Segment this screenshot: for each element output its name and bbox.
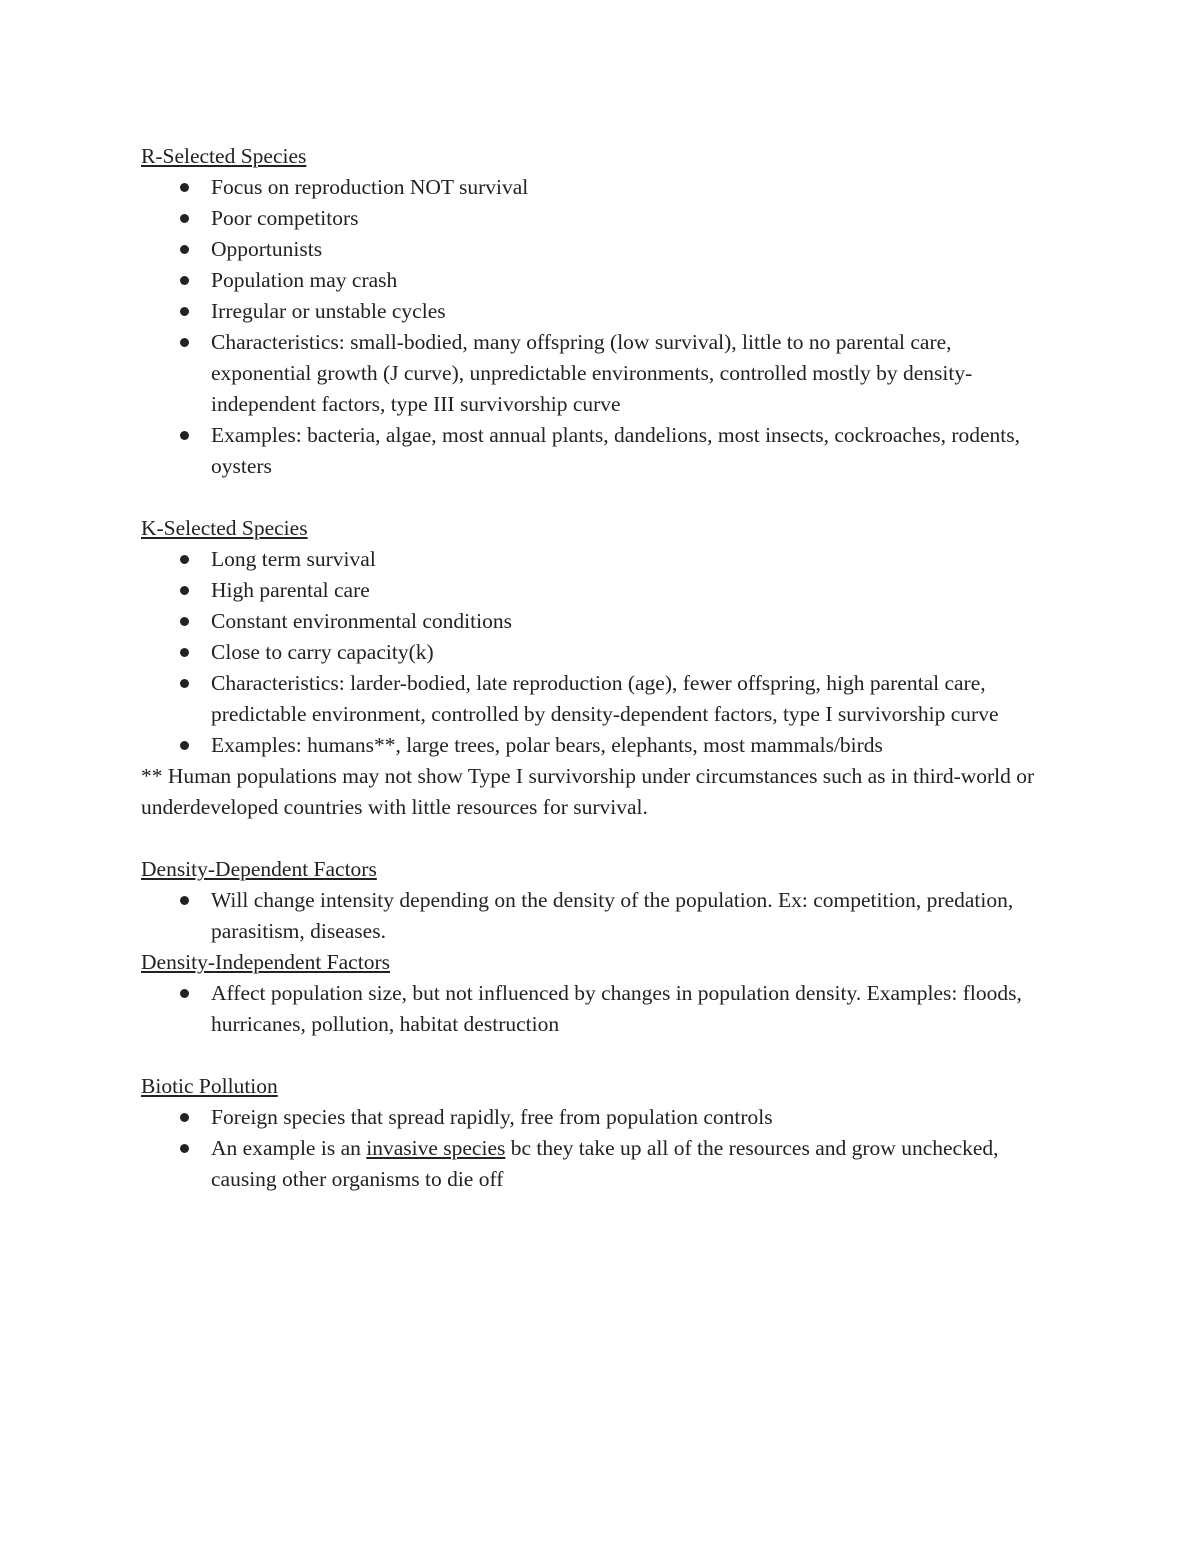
list-item bbox=[141, 265, 1041, 296]
section-title: Biotic Pollution bbox=[141, 1074, 278, 1098]
list-item bbox=[141, 885, 1041, 947]
list-item-text: Characteristics: small-bodied, many offspring (low survival), little to no parental care, exponential growth (J curve), unpredictable environments, controlled mostly by density-independent factors, type III survivorship curve bbox=[211, 330, 973, 416]
list-item-text: Irregular or unstable cycles bbox=[211, 299, 446, 323]
list-item bbox=[141, 668, 1041, 730]
list-item bbox=[141, 978, 1041, 1040]
bullet-icon bbox=[180, 431, 189, 440]
list-item bbox=[141, 637, 1041, 668]
bullet-icon bbox=[180, 896, 189, 905]
bullet-icon bbox=[180, 586, 189, 595]
list-item bbox=[141, 1102, 1041, 1133]
bullet-icon bbox=[180, 989, 189, 998]
list-item bbox=[141, 730, 1041, 761]
bullet-list bbox=[141, 544, 1041, 761]
bullet-icon bbox=[180, 1144, 189, 1153]
list-item-text: Will change intensity depending on the density of the population. Ex: competition, predation, parasitism, diseases. bbox=[211, 888, 1014, 943]
list-item bbox=[141, 544, 1041, 575]
list-item-text-after: bc they take up all of the resources and grow unchecked, causing other organisms to die off bbox=[211, 1136, 999, 1191]
list-item-text: Poor competitors bbox=[211, 206, 359, 230]
bullet-icon bbox=[180, 245, 189, 254]
list-item bbox=[141, 296, 1041, 327]
bullet-icon bbox=[180, 648, 189, 657]
section-r-selected bbox=[141, 141, 1041, 482]
section-k-selected bbox=[141, 513, 1041, 823]
bullet-list bbox=[141, 172, 1041, 482]
list-item-text: Examples: bacteria, algae, most annual plants, dandelions, most insects, cockroaches, rodents, oysters bbox=[211, 423, 1021, 478]
bullet-list bbox=[141, 885, 1041, 947]
bullet-icon bbox=[180, 338, 189, 347]
footnote: ** Human populations may not show Type I survivorship under circumstances such as in third-world or underdeveloped countries with little resources for survival. bbox=[141, 764, 1035, 819]
section-density-independent bbox=[141, 947, 1041, 1040]
list-item-text: Close to carry capacity(k) bbox=[211, 640, 434, 664]
list-item bbox=[141, 234, 1041, 265]
bullet-icon bbox=[180, 276, 189, 285]
bullet-icon bbox=[180, 555, 189, 564]
list-item bbox=[141, 172, 1041, 203]
document-page bbox=[141, 141, 1041, 1195]
list-item-text: High parental care bbox=[211, 578, 370, 602]
bullet-icon bbox=[180, 1113, 189, 1122]
spacer bbox=[141, 823, 1041, 854]
list-item bbox=[141, 203, 1041, 234]
section-title: Density-Independent Factors bbox=[141, 950, 390, 974]
invasive-species-term: invasive species bbox=[366, 1136, 506, 1160]
bullet-icon bbox=[180, 183, 189, 192]
bullet-list bbox=[141, 1102, 1041, 1195]
list-item-text: Affect population size, but not influenced by changes in population density. Examples: floods, hurricanes, pollution, habitat destruction bbox=[211, 981, 1022, 1036]
list-item bbox=[141, 327, 1041, 420]
list-item bbox=[141, 606, 1041, 637]
list-item-text-before: An example is an bbox=[211, 1136, 367, 1160]
list-item-text: Focus on reproduction NOT survival bbox=[211, 175, 529, 199]
bullet-icon bbox=[180, 741, 189, 750]
list-item-text: Characteristics: larder-bodied, late reproduction (age), fewer offspring, high parental care, predictable environment, controlled by density-dependent factors, type I survivorship curve bbox=[211, 671, 999, 726]
bullet-list bbox=[141, 978, 1041, 1040]
bullet-icon bbox=[180, 307, 189, 316]
list-item-text: Opportunists bbox=[211, 237, 323, 261]
list-item bbox=[141, 1133, 1041, 1195]
list-item-text: Examples: humans**, large trees, polar bears, elephants, most mammals/birds bbox=[211, 733, 883, 757]
list-item-text: Long term survival bbox=[211, 547, 376, 571]
bullet-icon bbox=[180, 679, 189, 688]
spacer bbox=[141, 482, 1041, 513]
list-item bbox=[141, 575, 1041, 606]
list-item-text: Foreign species that spread rapidly, free from population controls bbox=[211, 1105, 773, 1129]
section-title: R-Selected Species bbox=[141, 144, 307, 168]
list-item-text: Constant environmental conditions bbox=[211, 609, 512, 633]
list-item-text: Population may crash bbox=[211, 268, 398, 292]
section-title: Density-Dependent Factors bbox=[141, 857, 377, 881]
section-title: K-Selected Species bbox=[141, 516, 308, 540]
spacer bbox=[141, 1040, 1041, 1071]
bullet-icon bbox=[180, 214, 189, 223]
section-biotic-pollution bbox=[141, 1071, 1041, 1195]
bullet-icon bbox=[180, 617, 189, 626]
list-item bbox=[141, 420, 1041, 482]
section-density-dependent bbox=[141, 854, 1041, 947]
